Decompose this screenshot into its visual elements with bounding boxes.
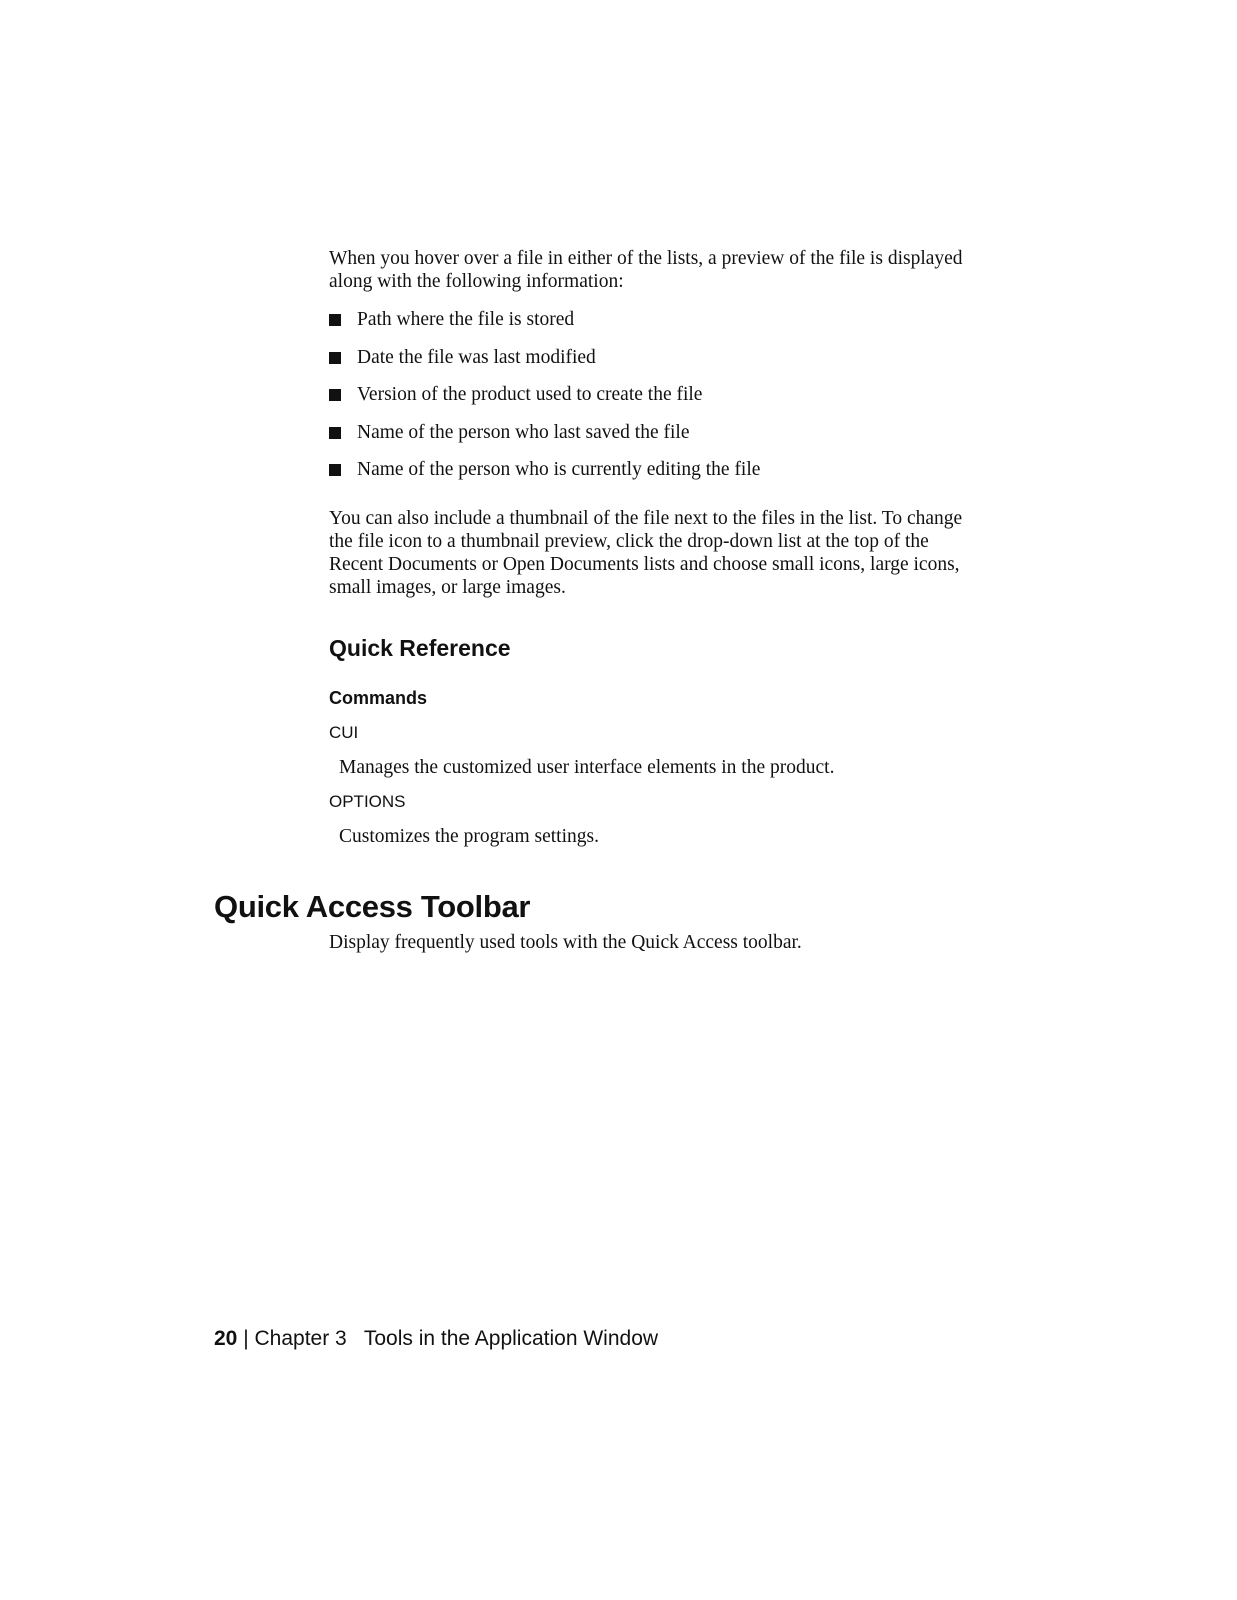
chapter-title: Tools in the Application Window <box>363 1327 659 1350</box>
page-footer <box>214 1326 658 1352</box>
command-name-cui: CUI <box>329 723 359 742</box>
square-bullet-icon <box>329 464 341 476</box>
command-description-options: Customizes the program settings. <box>339 826 599 847</box>
info-bullet-list <box>329 308 979 496</box>
list-item-text: Date the file was last modified <box>357 346 596 368</box>
square-bullet-icon <box>329 427 341 439</box>
list-item-text: Name of the person who is currently editing the file <box>357 459 761 480</box>
list-item <box>329 383 979 421</box>
list-item <box>329 346 979 384</box>
intro-paragraph: When you hover over a file in either of the lists, a preview of the file is displayed along with the following information: <box>329 248 963 292</box>
chapter-label: Chapter 3 <box>254 1327 347 1350</box>
square-bullet-icon <box>329 352 341 364</box>
square-bullet-icon <box>329 389 341 401</box>
thumbnail-paragraph: You can also include a thumbnail of the file next to the files in the list. To change the file icon to a thumbnail preview, click the drop-down list at the top of the Recent Documents or Open Documents lists and choose small icons, large icons, small images, or large images. <box>329 508 963 598</box>
page-number: 20 <box>214 1327 238 1350</box>
commands-heading: Commands <box>329 688 428 708</box>
command-description-cui: Manages the customized user interface elements in the product. <box>339 757 835 778</box>
list-item-text: Path where the file is stored <box>357 309 575 330</box>
section-description: Display frequently used tools with the Quick Access toolbar. <box>329 932 802 953</box>
footer-separator: | <box>243 1327 249 1350</box>
section-heading: Quick Access Toolbar <box>214 889 531 924</box>
command-name-options: OPTIONS <box>329 792 406 811</box>
list-item <box>329 308 979 346</box>
quick-reference-heading: Quick Reference <box>329 635 511 661</box>
list-item <box>329 458 979 496</box>
list-item-text: Version of the product used to create the file <box>357 384 703 405</box>
list-item-text: Name of the person who last saved the file <box>357 421 690 443</box>
list-item <box>329 421 979 459</box>
square-bullet-icon <box>329 314 341 326</box>
